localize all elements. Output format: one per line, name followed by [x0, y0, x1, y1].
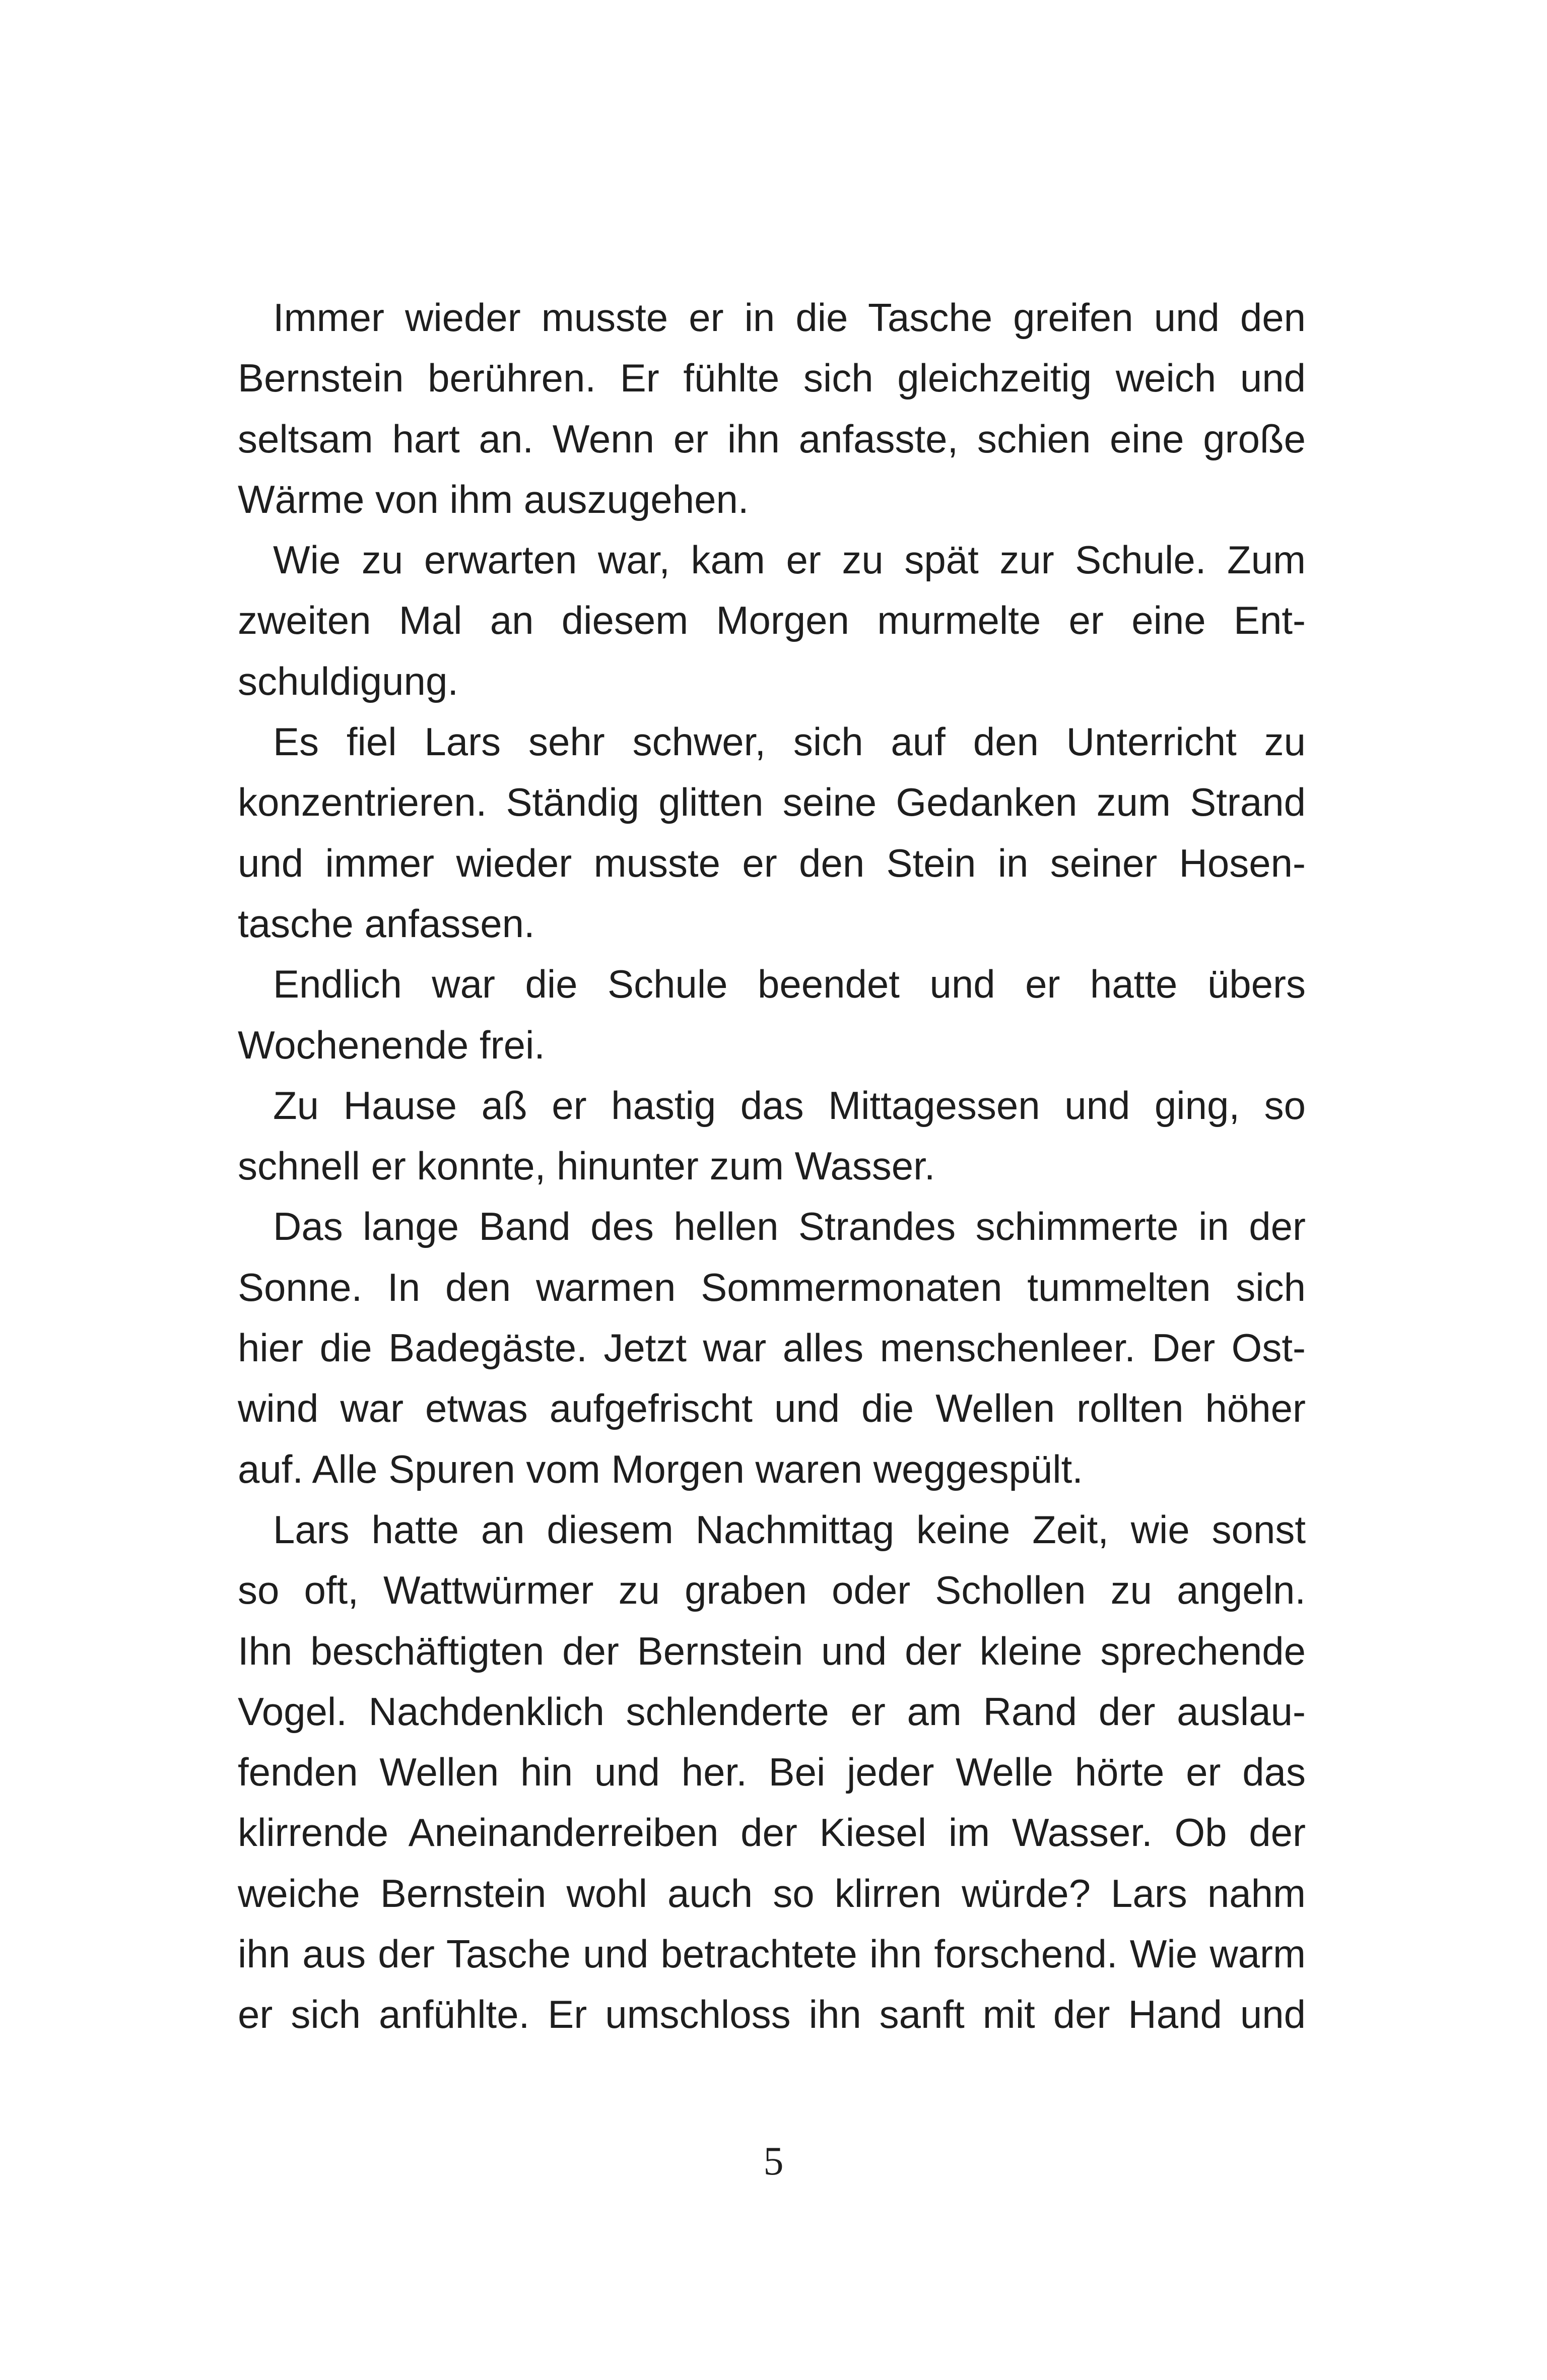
text-line: tasche anfassen. [238, 901, 535, 946]
paragraph [238, 1075, 1306, 1197]
text-line: schnell er konnte, hinunter zum Wasser. [238, 1144, 935, 1188]
paragraph [238, 711, 1306, 954]
text-line: Sonne. In den warmen Sommermonaten tummelten sich [238, 1265, 1306, 1309]
text-line: klirrende Aneinanderreiben der Kiesel im Wasser. Ob der [238, 1810, 1306, 1855]
text-line: schuldigung. [238, 658, 458, 703]
paragraph [238, 954, 1306, 1075]
text-line: Zu Hause aß er hastig das Mittagessen und ging, so [273, 1083, 1306, 1128]
text-line: Das lange Band des hellen Strandes schimmerte in der [273, 1204, 1306, 1249]
text-line: Wie zu erwarten war, kam er zu spät zur Schule. Zum [273, 538, 1306, 582]
text-line: er sich anfühlte. Er umschloss ihn sanft mit der Hand und [238, 1992, 1306, 2037]
text-line: Immer wieder musste er in die Tasche greifen und den [273, 295, 1306, 340]
text-line: weiche Bernstein wohl auch so klirren würde? Lars nahm [238, 1871, 1306, 1915]
text-line: Es fiel Lars sehr schwer, sich auf den Unterricht zu [273, 719, 1306, 764]
text-line: so oft, Wattwürmer zu graben oder Schollen zu angeln. [238, 1568, 1306, 1613]
text-line: Wärme von ihm auszugehen. [238, 477, 749, 521]
text-line: seltsam hart an. Wenn er ihn anfasste, schien eine große [238, 416, 1306, 461]
paragraph [238, 1196, 1306, 1499]
paragraph [238, 287, 1306, 530]
page-number: 5 [763, 2139, 784, 2184]
paragraph [238, 1499, 1306, 2045]
text-line: auf. Alle Spuren vom Morgen waren weggespült. [238, 1446, 1083, 1491]
text-line: Ihn beschäftigten der Bernstein und der kleine sprechende [238, 1628, 1306, 1673]
text-line: wind war etwas aufgefrischt und die Wellen rollten höher [238, 1386, 1306, 1431]
text-line: konzentrieren. Ständig glitten seine Gedanken zum Strand [238, 780, 1306, 825]
text-line: hier die Badegäste. Jetzt war alles menschenleer. Der Ost- [238, 1326, 1306, 1370]
text-line: Endlich war die Schule beendet und er hatte übers [273, 962, 1306, 1007]
body-text [238, 287, 1306, 2045]
text-line: ihn aus der Tasche und betrachtete ihn forschend. Wie warm [238, 1932, 1306, 1976]
text-line: fenden Wellen hin und her. Bei jeder Welle hörte er das [238, 1750, 1306, 1795]
text-line: Lars hatte an diesem Nachmittag keine Zeit, wie sonst [273, 1507, 1306, 1552]
text-line: und immer wieder musste er den Stein in seiner Hosen- [238, 840, 1306, 885]
paragraph [238, 530, 1306, 711]
text-line: Wochenende frei. [238, 1022, 545, 1067]
text-line: Vogel. Nachdenklich schlenderte er am Rand der auslau- [238, 1689, 1306, 1734]
text-line: Bernstein berühren. Er fühlte sich gleichzeitig weich und [238, 356, 1306, 401]
text-line: zweiten Mal an diesem Morgen murmelte er eine Ent- [238, 598, 1306, 643]
